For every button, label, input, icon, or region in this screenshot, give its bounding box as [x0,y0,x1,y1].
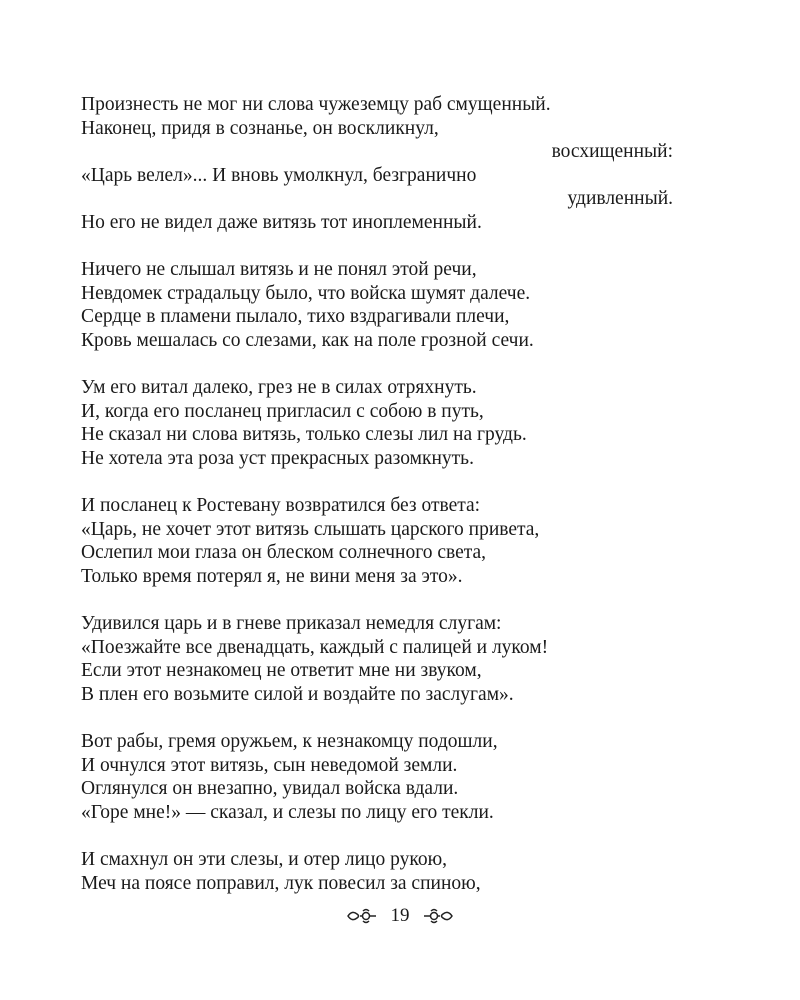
verse-line: «Царь, не хочет этот витязь слышать царского привета, [81,518,540,540]
verse-line: В плен его возьмите силой и воздайте по заслугам». [81,683,514,705]
verse-line: Только время потерял я, не вини меня за это». [81,565,463,587]
verse-line: Не сказал ни слова витязь, только слезы лил на грудь. [81,424,527,445]
verse-line: Сердце в пламени пылало, тихо вздрагивали плечи, [81,306,510,327]
verse-line: Меч на поясе поправил, лук повесил за спиною, [81,872,481,894]
stanza [81,730,673,824]
verse-line: И, когда его посланец пригласил с собою в путь, [81,400,484,422]
stanza [81,612,673,706]
verse-line: Если этот незнакомец не ответит мне ни звуком, [81,660,482,681]
verse-line: Наконец, придя в сознанье, он воскликнул, [81,117,439,139]
verse-line: Ослепил мои глаза он блеском солнечного света, [81,542,487,563]
verse-line: Вот рабы, гремя оружьем, к незнакомцу подошли, [81,731,498,752]
verse-line: «Царь велел»... И вновь умолкнул, безгранично [81,164,477,186]
verse-line: И очнулся этот витязь, сын неведомой земли. [81,754,458,776]
poem-text [81,93,673,919]
verse-line: «Горе мне!» — сказал, и слезы по лицу его текли. [81,801,494,823]
verse-line: Но его не видел даже витязь тот иноплеменный. [81,211,482,233]
verse-line: Невдомек страдальцу было, что войска шумят далече. [81,282,531,304]
stanza [81,494,673,588]
stanza [81,376,673,470]
verse-line: Произнесть не мог ни слова чужеземцу раб смущенный. [81,94,551,115]
page-number: 19 [390,904,410,926]
ornament-left-icon [346,907,378,925]
verse-line: И посланец к Ростевану возвратился без ответа: [81,495,481,516]
verse-line-continuation: восхищенный: [551,141,673,162]
verse-line: «Поезжайте все двенадцать, каждый с палицей и луком! [81,636,549,658]
verse-line: Ум его витал далеко, грез не в силах отряхнуть. [81,377,477,398]
page-footer [0,903,800,928]
verse-line: Кровь мешалась со слезами, как на поле грозной сечи. [81,329,534,351]
stanza [81,258,673,352]
verse-line-continuation: удивленный. [567,188,673,209]
verse-line: Не хотела эта роза уст прекрасных разомкнуть. [81,447,474,469]
stanza [81,93,673,234]
ornament-right-icon [422,907,454,925]
verse-line: Ничего не слышал витязь и не понял этой речи, [81,259,477,280]
verse-line: Удивился царь и в гневе приказал немедля слугам: [81,613,502,634]
verse-line: Оглянулся он внезапно, увидал войска вдали. [81,778,459,799]
stanza [81,848,673,895]
verse-line: И смахнул он эти слезы, и отер лицо рукою, [81,849,448,870]
